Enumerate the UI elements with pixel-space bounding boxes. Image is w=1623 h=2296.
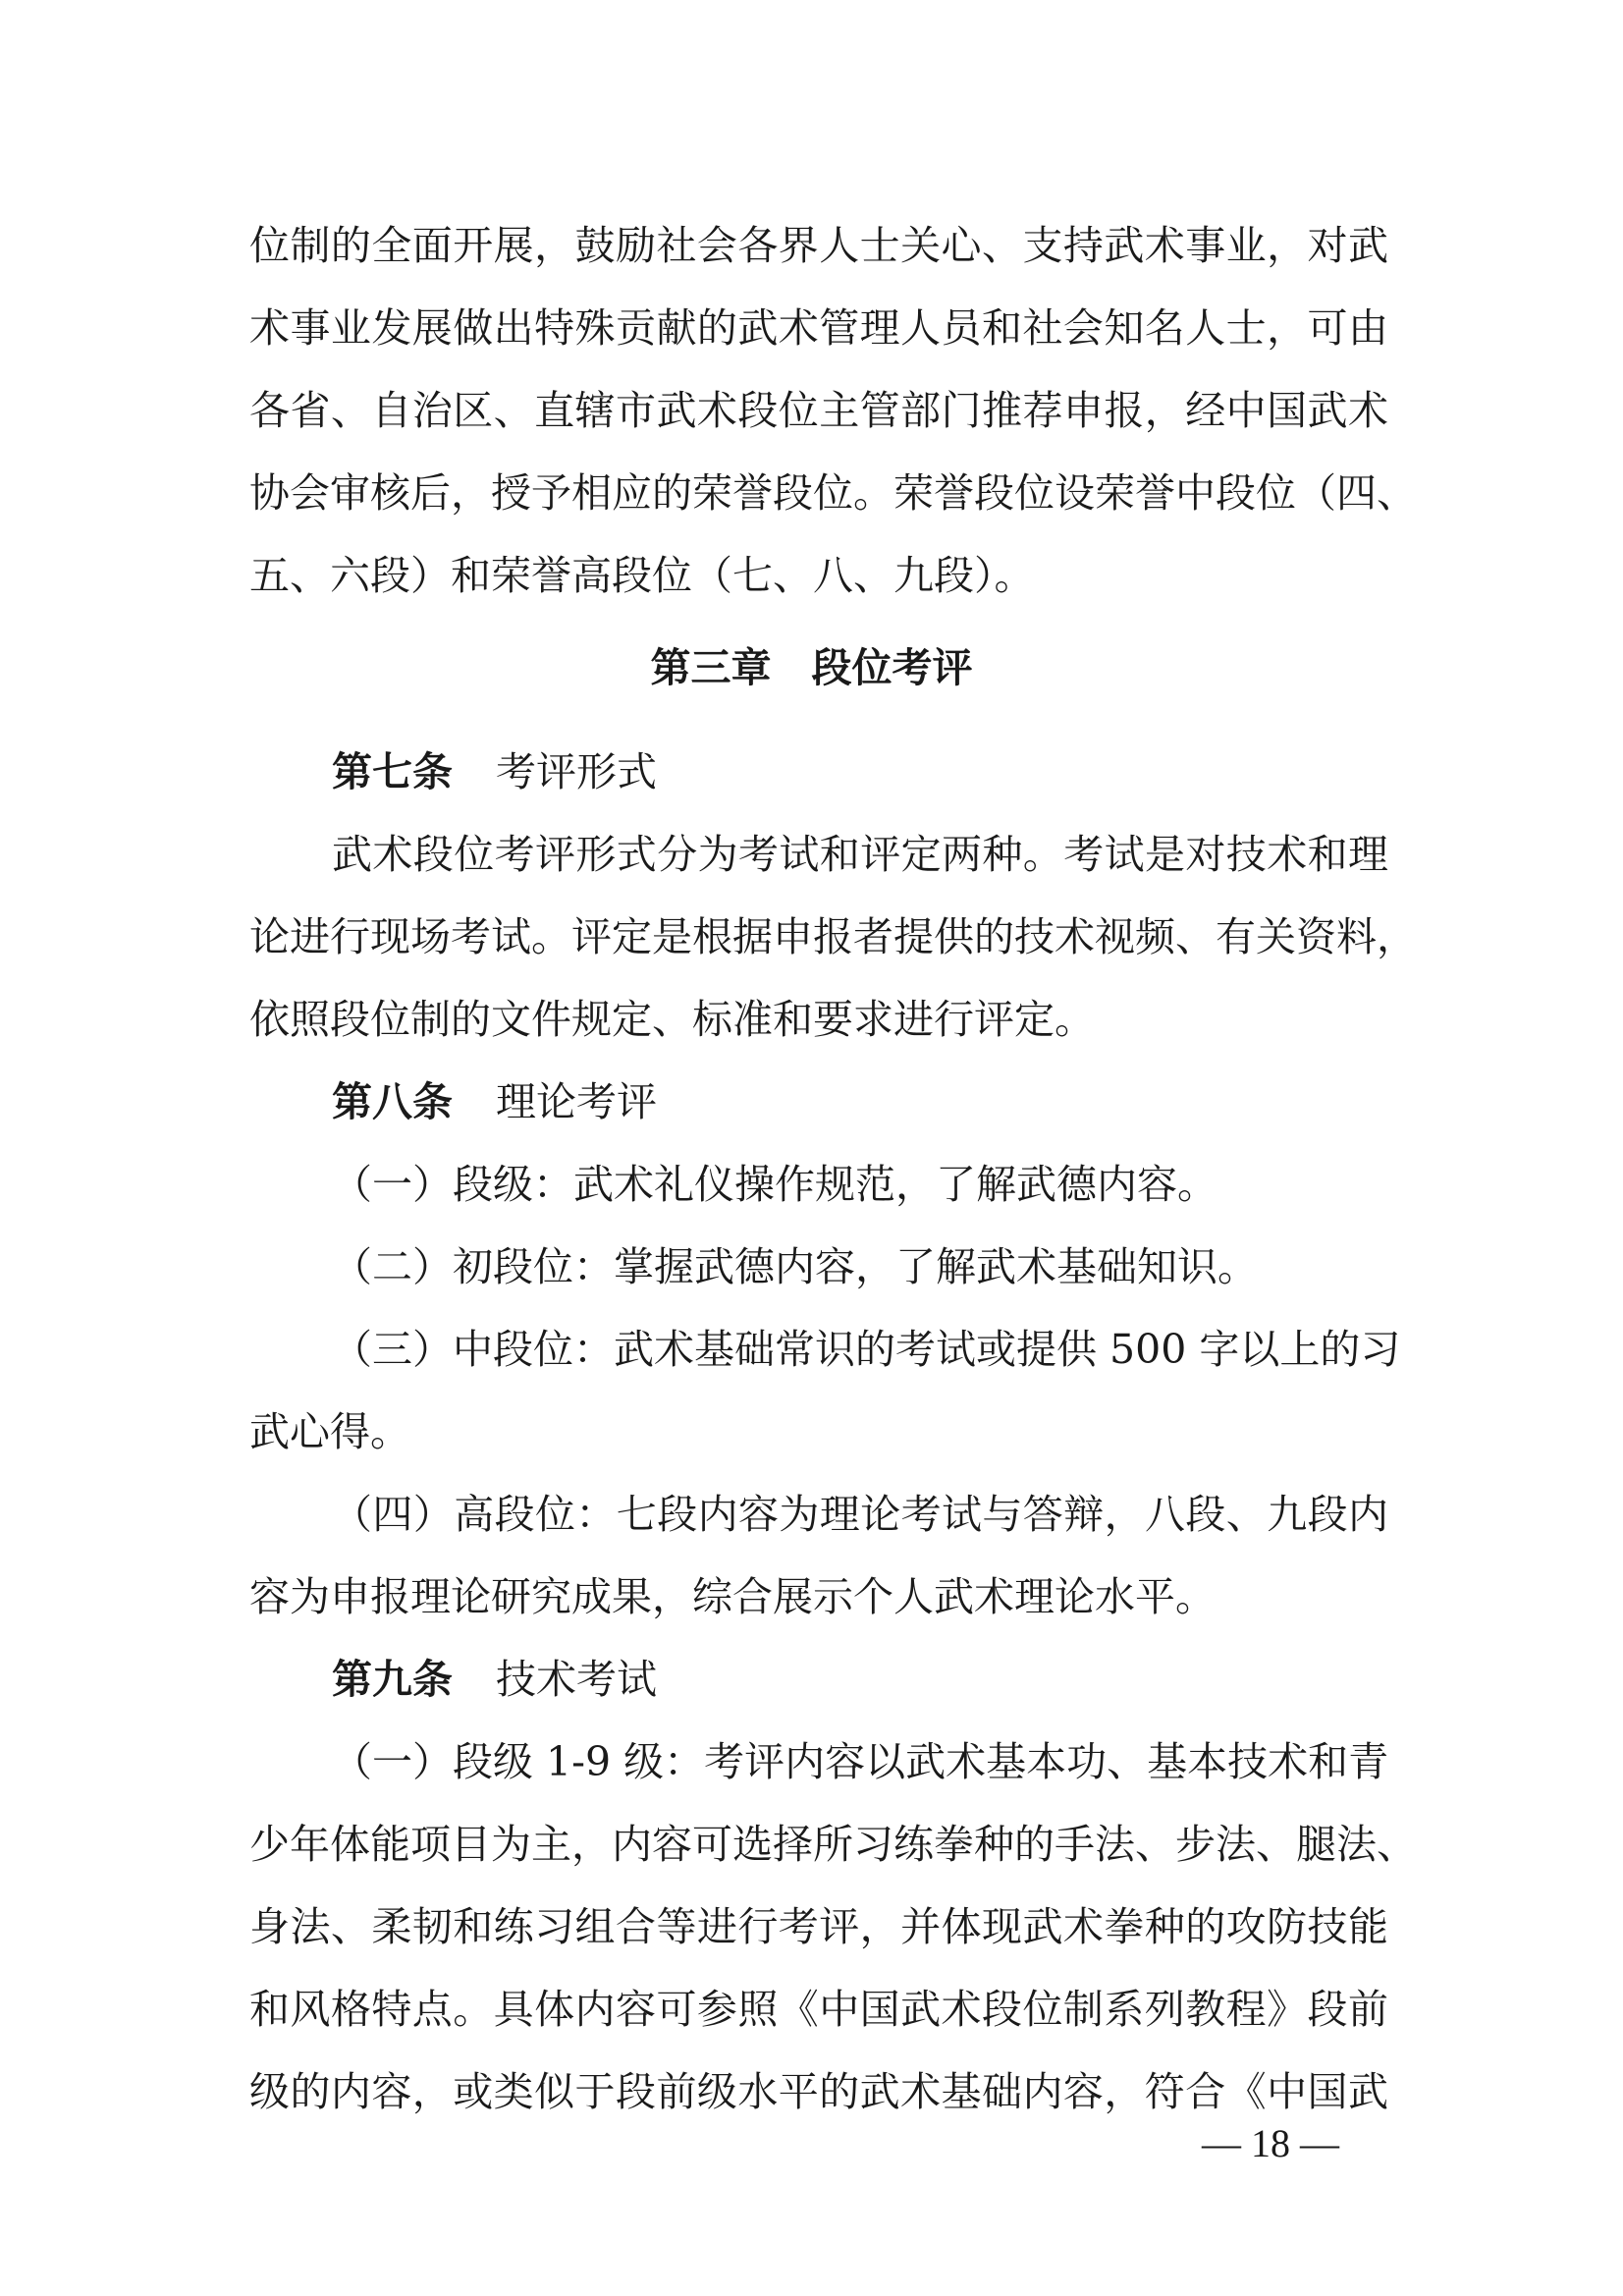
body-text-line: （三）中段位：武术基础常识的考试或提供 500 字以上的习 (332, 1326, 1401, 1373)
body-text-line: （四）高段位：七段内容为理论考试与答辩，八段、九段内 (332, 1491, 1388, 1538)
article-heading (332, 1074, 657, 1129)
body-text-line: 级的内容，或类似于段前级水平的武术基础内容，符合《中国武 (249, 2068, 1388, 2115)
page-number: — 18 — (1202, 2121, 1339, 2165)
body-text-line: 各省、自治区、直辖市武术段位主管部门推荐申报，经中国武术 (249, 387, 1388, 434)
body-text-line: 容为申报理论研究成果，综合展示个人武术理论水平。 (249, 1573, 1216, 1620)
article-heading (332, 744, 657, 799)
article-heading (332, 1652, 657, 1707)
body-text-line: 依照段位制的文件规定、标准和要求进行评定。 (249, 996, 1095, 1043)
body-text-line: 武心得。 (249, 1408, 410, 1455)
body-text-line: 少年体能项目为主，内容可选择所习练拳种的手法、步法、腿法、 (249, 1821, 1417, 1868)
article-title: 考评形式 (496, 748, 657, 795)
article-title: 技术考试 (496, 1656, 657, 1703)
body-text-line: 术事业发展做出特殊贡献的武术管理人员和社会知名人士，可由 (249, 304, 1388, 352)
chapter-heading: 第三章 段位考评 (650, 644, 973, 691)
article-title: 理论考评 (496, 1078, 657, 1125)
body-text-line: 五、六段）和荣誉高段位（七、八、九段）。 (249, 552, 1035, 599)
body-text-line: 协会审核后，授予相应的荣誉段位。荣誉段位设荣誉中段位（四、 (249, 469, 1417, 517)
article-number: 第九条 (332, 1656, 453, 1703)
body-text-line: 论进行现场考试。评定是根据申报者提供的技术视频、有关资料， (249, 913, 1417, 960)
body-text-line: （二）初段位：掌握武德内容，了解武术基础知识。 (332, 1243, 1258, 1290)
body-text-line: 和风格特点。具体内容可参照《中国武术段位制系列教程》段前 (249, 1986, 1388, 2033)
article-number: 第七条 (332, 748, 453, 795)
body-text-line: 身法、柔韧和练习组合等进行考评，并体现武术拳种的攻防技能 (249, 1903, 1388, 1950)
article-number: 第八条 (332, 1078, 453, 1125)
body-text-line: 武术段位考评形式分为考试和评定两种。考试是对技术和理 (332, 831, 1388, 878)
body-text-line: 位制的全面开展，鼓励社会各界人士关心、支持武术事业，对武 (249, 222, 1388, 269)
body-text-line: （一）段级 1-9 级：考评内容以武术基本功、基本技术和青 (332, 1738, 1389, 1785)
body-text-line: （一）段级：武术礼仪操作规范，了解武德内容。 (332, 1161, 1217, 1208)
